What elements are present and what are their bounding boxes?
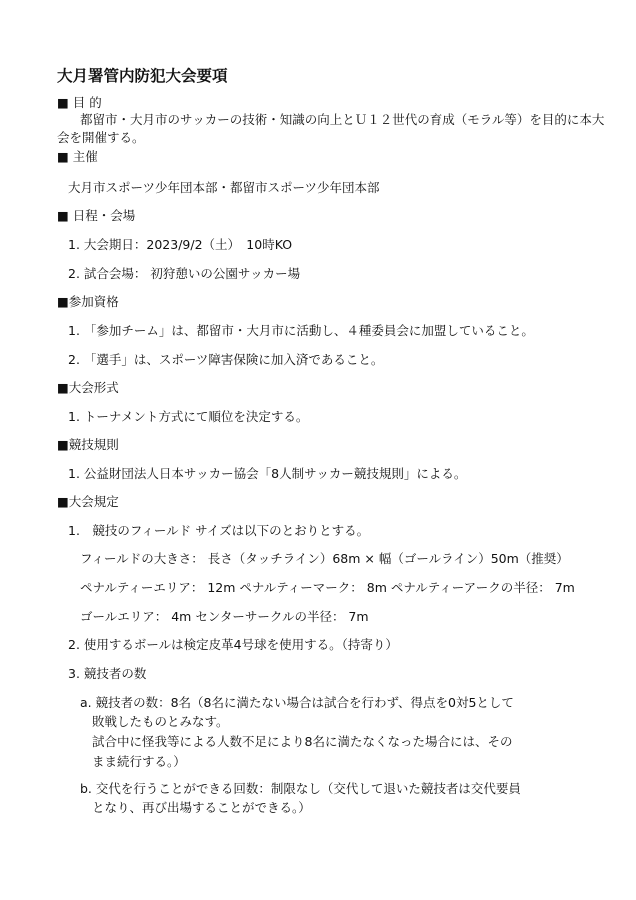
eligibility-heading: ■参加資格 xyxy=(57,294,119,309)
eligibility-item-team: 1. 「参加チーム」は、都留市・大月市に活動し、４種委員会に加盟していること。 xyxy=(68,323,534,338)
players-sub-a-line3: 試合中に怪我等による人数不足により8名に満たなくなった場合には、その xyxy=(92,734,513,749)
regulations-penalty-area: ペナルティーエリア： 12m ペナルティーマーク： 8m ペナルティーアークの半径： 7m xyxy=(80,580,575,595)
organizer-heading: ■ 主催 xyxy=(57,149,98,164)
purpose-text-line2: 会を開催する。 xyxy=(57,130,145,145)
players-sub-b-line1: b. 交代を行うことができる回数：制限なし（交代して退いた競技者は交代要員 xyxy=(80,781,521,796)
regulations-item-players: 3. 競技者の数 xyxy=(68,666,147,681)
format-heading: ■大会形式 xyxy=(57,380,119,395)
players-sub-a-line1: a. 競技者の数：8名（8名に満たない場合は試合を行わず、得点を0対5として xyxy=(80,695,514,710)
players-sub-a-line2: 敗戦したものとみなす。 xyxy=(92,714,229,729)
regulations-item-ball: 2. 使用するボールは検定皮革4号球を使用する。（持寄り） xyxy=(68,637,398,652)
organizer-text: 大月市スポーツ少年団本部・都留市スポーツ少年団本部 xyxy=(68,180,380,195)
regulations-heading: ■大会規定 xyxy=(57,494,119,509)
schedule-heading: ■ 日程・会場 xyxy=(57,208,136,223)
rules-heading: ■競技規則 xyxy=(57,437,119,452)
document-title: 大月署管内防犯大会要項 xyxy=(57,67,228,85)
players-sub-a-line4: まま続行する。） xyxy=(92,754,186,769)
schedule-item-venue: 2. 試合会場： 初狩憩いの公園サッカー場 xyxy=(68,266,301,281)
rules-item-jfa: 1. 公益財団法人日本サッカー協会「8人制サッカー競技規則」による。 xyxy=(68,466,467,481)
regulations-field-size: フィールドの大きさ： 長さ（タッチライン）68m × 幅（ゴールライン）50m（推奨） xyxy=(80,551,569,566)
players-sub-b-line2: となり、再び出場することができる。） xyxy=(92,800,311,815)
schedule-item-date: 1. 大会期日：2023/9/2（土） 10時KO xyxy=(68,237,293,252)
eligibility-item-player: 2. 「選手」は、スポーツ障害保険に加入済であること。 xyxy=(68,352,384,367)
format-item-tournament: 1. トーナメント方式にて順位を決定する。 xyxy=(68,409,309,424)
purpose-heading: ■ 目 的 xyxy=(57,95,102,110)
regulations-item-field: 1. 競技のフィールド サイズは以下のとおりとする。 xyxy=(68,523,370,538)
purpose-text-line1: 都留市・大月市のサッカーの技術・知識の向上とＵ１２世代の育成（モラル等）を目的に本大 xyxy=(80,112,605,127)
regulations-goal-area: ゴールエリア： 4m センターサークルの半径： 7m xyxy=(80,609,369,624)
